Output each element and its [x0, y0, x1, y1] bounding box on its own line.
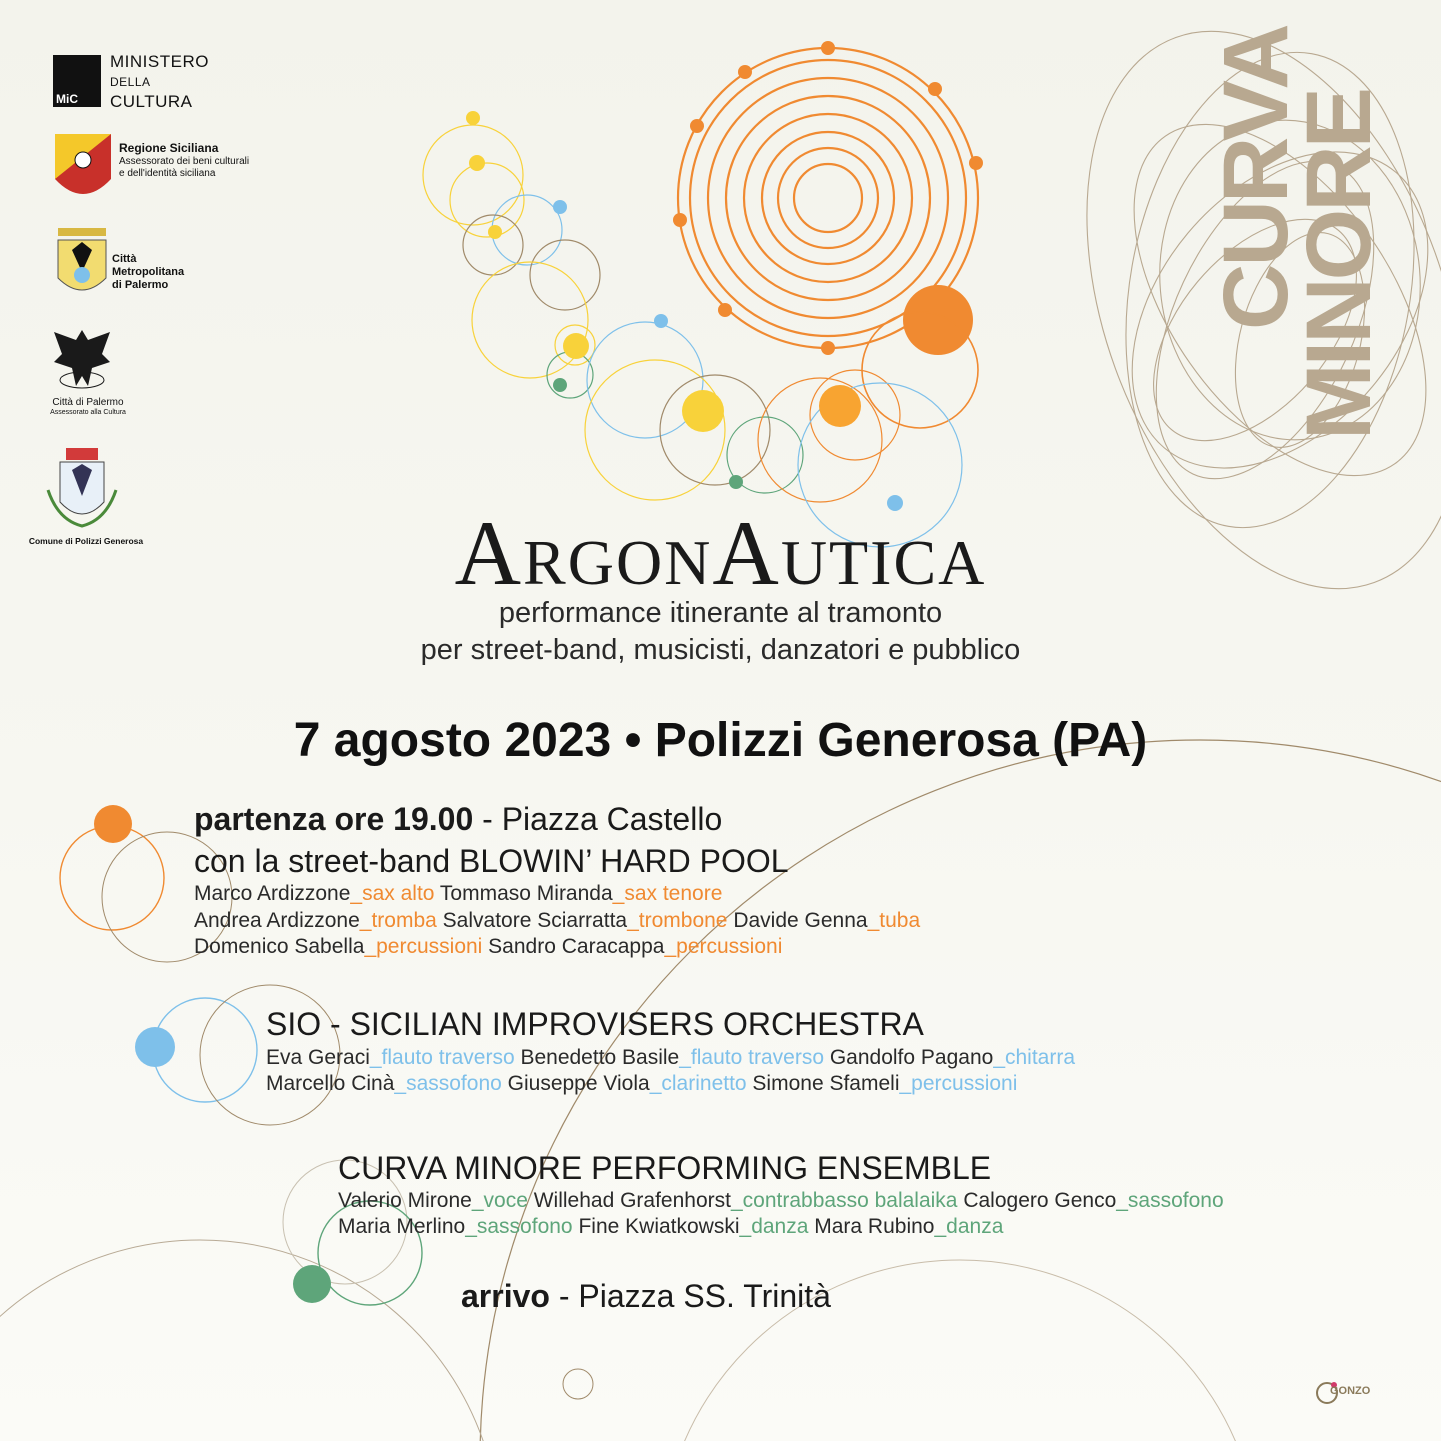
sio-line-2: [266, 1072, 1017, 1096]
musician-role: _percussioni: [364, 935, 483, 958]
musician-role: _flauto traverso: [369, 1046, 515, 1069]
musician-role: _danza: [739, 1215, 809, 1238]
subtitle-line-1: performance itinerante al tramonto: [498, 597, 943, 629]
bg-arc-left: [0, 1240, 500, 1441]
band-line-3: [194, 935, 782, 959]
palermo-title: Città di Palermo: [52, 397, 124, 408]
polizzi-logo-text: Comune di Polizzi Generosa: [28, 536, 144, 546]
palermo-sub: Assessorato alla Cultura: [50, 408, 126, 416]
musician-name: Willehad Grafenhorst: [527, 1189, 731, 1212]
regione-logo-text: [119, 142, 249, 180]
musician-name: Marco Ardizzone: [194, 882, 351, 905]
musician-role: _percussioni: [899, 1072, 1018, 1095]
musician-name: Benedetto Basile: [514, 1046, 680, 1069]
date-place: 7 agosto 2023 • Polizzi Generosa (PA): [293, 714, 1148, 767]
musician-name: Domenico Sabella: [194, 935, 365, 958]
musician-role: _danza: [934, 1215, 1004, 1238]
musician-name: Mara Rubino: [808, 1215, 935, 1238]
musician-name: Calogero Genco: [957, 1189, 1117, 1212]
ministero-logo-text: [110, 52, 209, 112]
musician-role: _sax tenore: [612, 882, 723, 905]
palermo-logo-text: [38, 397, 138, 417]
ensemble-line-1: [338, 1189, 1224, 1213]
ring-trail: [423, 125, 962, 547]
musician-role: _clarinetto: [649, 1072, 747, 1095]
musician-role: _flauto traverso: [679, 1046, 824, 1069]
regione-sub-1: Assessorato dei beni culturali: [119, 155, 250, 167]
musician-role: _trombone: [627, 909, 728, 932]
musician-name: Simone Sfameli: [746, 1072, 900, 1095]
musician-role: _sax alto: [350, 882, 435, 905]
metropolitana-line-2: Metropolitana: [112, 266, 185, 278]
ministero-line-3: CULTURA: [110, 92, 193, 111]
musician-name: Valerio Mirone: [338, 1189, 472, 1212]
ensemble-heading: CURVA MINORE PERFORMING ENSEMBLE: [338, 1150, 992, 1186]
sio-heading: SIO - SICILIAN IMPROVISERS ORCHESTRA: [266, 1006, 924, 1042]
departure-time: partenza ore 19.00: [194, 801, 474, 837]
musician-role: _chitarra: [993, 1046, 1076, 1069]
mic-logo-icon: [53, 55, 101, 107]
metropolitana-line-3: di Palermo: [112, 279, 169, 291]
musician-name: Eva Geraci: [266, 1046, 370, 1069]
musician-name: Tommaso Miranda: [434, 882, 613, 905]
arrival-label: arrivo: [461, 1278, 550, 1314]
musician-name: Fine Kwiatkowski: [572, 1215, 740, 1238]
regione-sub-2: e dell'identità siciliana: [119, 167, 216, 179]
musician-role: _percussioni: [664, 935, 783, 958]
departure-heading: [194, 801, 722, 838]
musician-role: _voce: [471, 1189, 528, 1212]
palermo-eagle-icon: [54, 330, 110, 388]
sun-dots: [673, 41, 983, 355]
musician-name: Marcello Cinà: [266, 1072, 395, 1095]
sicilia-crest-icon: [55, 134, 111, 194]
musician-role: _sassofono: [1116, 1189, 1224, 1212]
musician-role: _contrabbasso balalaika: [730, 1189, 958, 1212]
sio-line-1: [266, 1046, 1075, 1070]
musician-name: Maria Merlino: [338, 1215, 466, 1238]
band-line-2: [194, 909, 920, 933]
musician-name: Andrea Ardizzone: [194, 909, 360, 932]
mic-mark: MiC: [56, 92, 78, 106]
musician-role: _sassofono: [465, 1215, 573, 1238]
departure-band: con la street-band BLOWIN’ HARD POOL: [194, 843, 789, 879]
band-line-1: [194, 882, 722, 906]
ensemble-line-2: [338, 1215, 1003, 1239]
arrival-place: - Piazza SS. Trinità: [549, 1278, 831, 1314]
musician-role: _tromba: [359, 909, 437, 932]
metropolitana-logo-text: [112, 253, 184, 292]
departure-place: - Piazza Castello: [473, 801, 723, 837]
subtitle-line-2: per street-band, musicisti, danzatori e pubblico: [420, 634, 1021, 666]
musician-name: Davide Genna: [727, 909, 868, 932]
musician-role: _sassofono: [394, 1072, 502, 1095]
ministero-line-1: MINISTERO: [110, 52, 209, 71]
bg-small-ring: [563, 1369, 593, 1399]
brand-minore: MINORE: [1288, 90, 1390, 440]
musician-name: Salvatore Sciarratta: [436, 909, 628, 932]
metropolitana-crest-icon: [58, 228, 106, 290]
gonzo-credit: GONZO: [1330, 1385, 1371, 1397]
musician-name: Sandro Caracappa: [482, 935, 665, 958]
ministero-line-2: DELLA: [110, 75, 151, 89]
musician-role: _tuba: [867, 909, 921, 932]
event-title: ArgonAutica: [454, 502, 987, 604]
brand-curva: CURVA: [1205, 26, 1307, 330]
musician-name: Gandolfo Pagano: [824, 1046, 994, 1069]
metropolitana-line-1: Città: [112, 253, 137, 265]
arrival: [461, 1278, 831, 1315]
musician-name: Giuseppe Viola: [501, 1072, 650, 1095]
regione-title: Regione Siciliana: [119, 141, 219, 155]
trail-dots: [466, 111, 903, 511]
